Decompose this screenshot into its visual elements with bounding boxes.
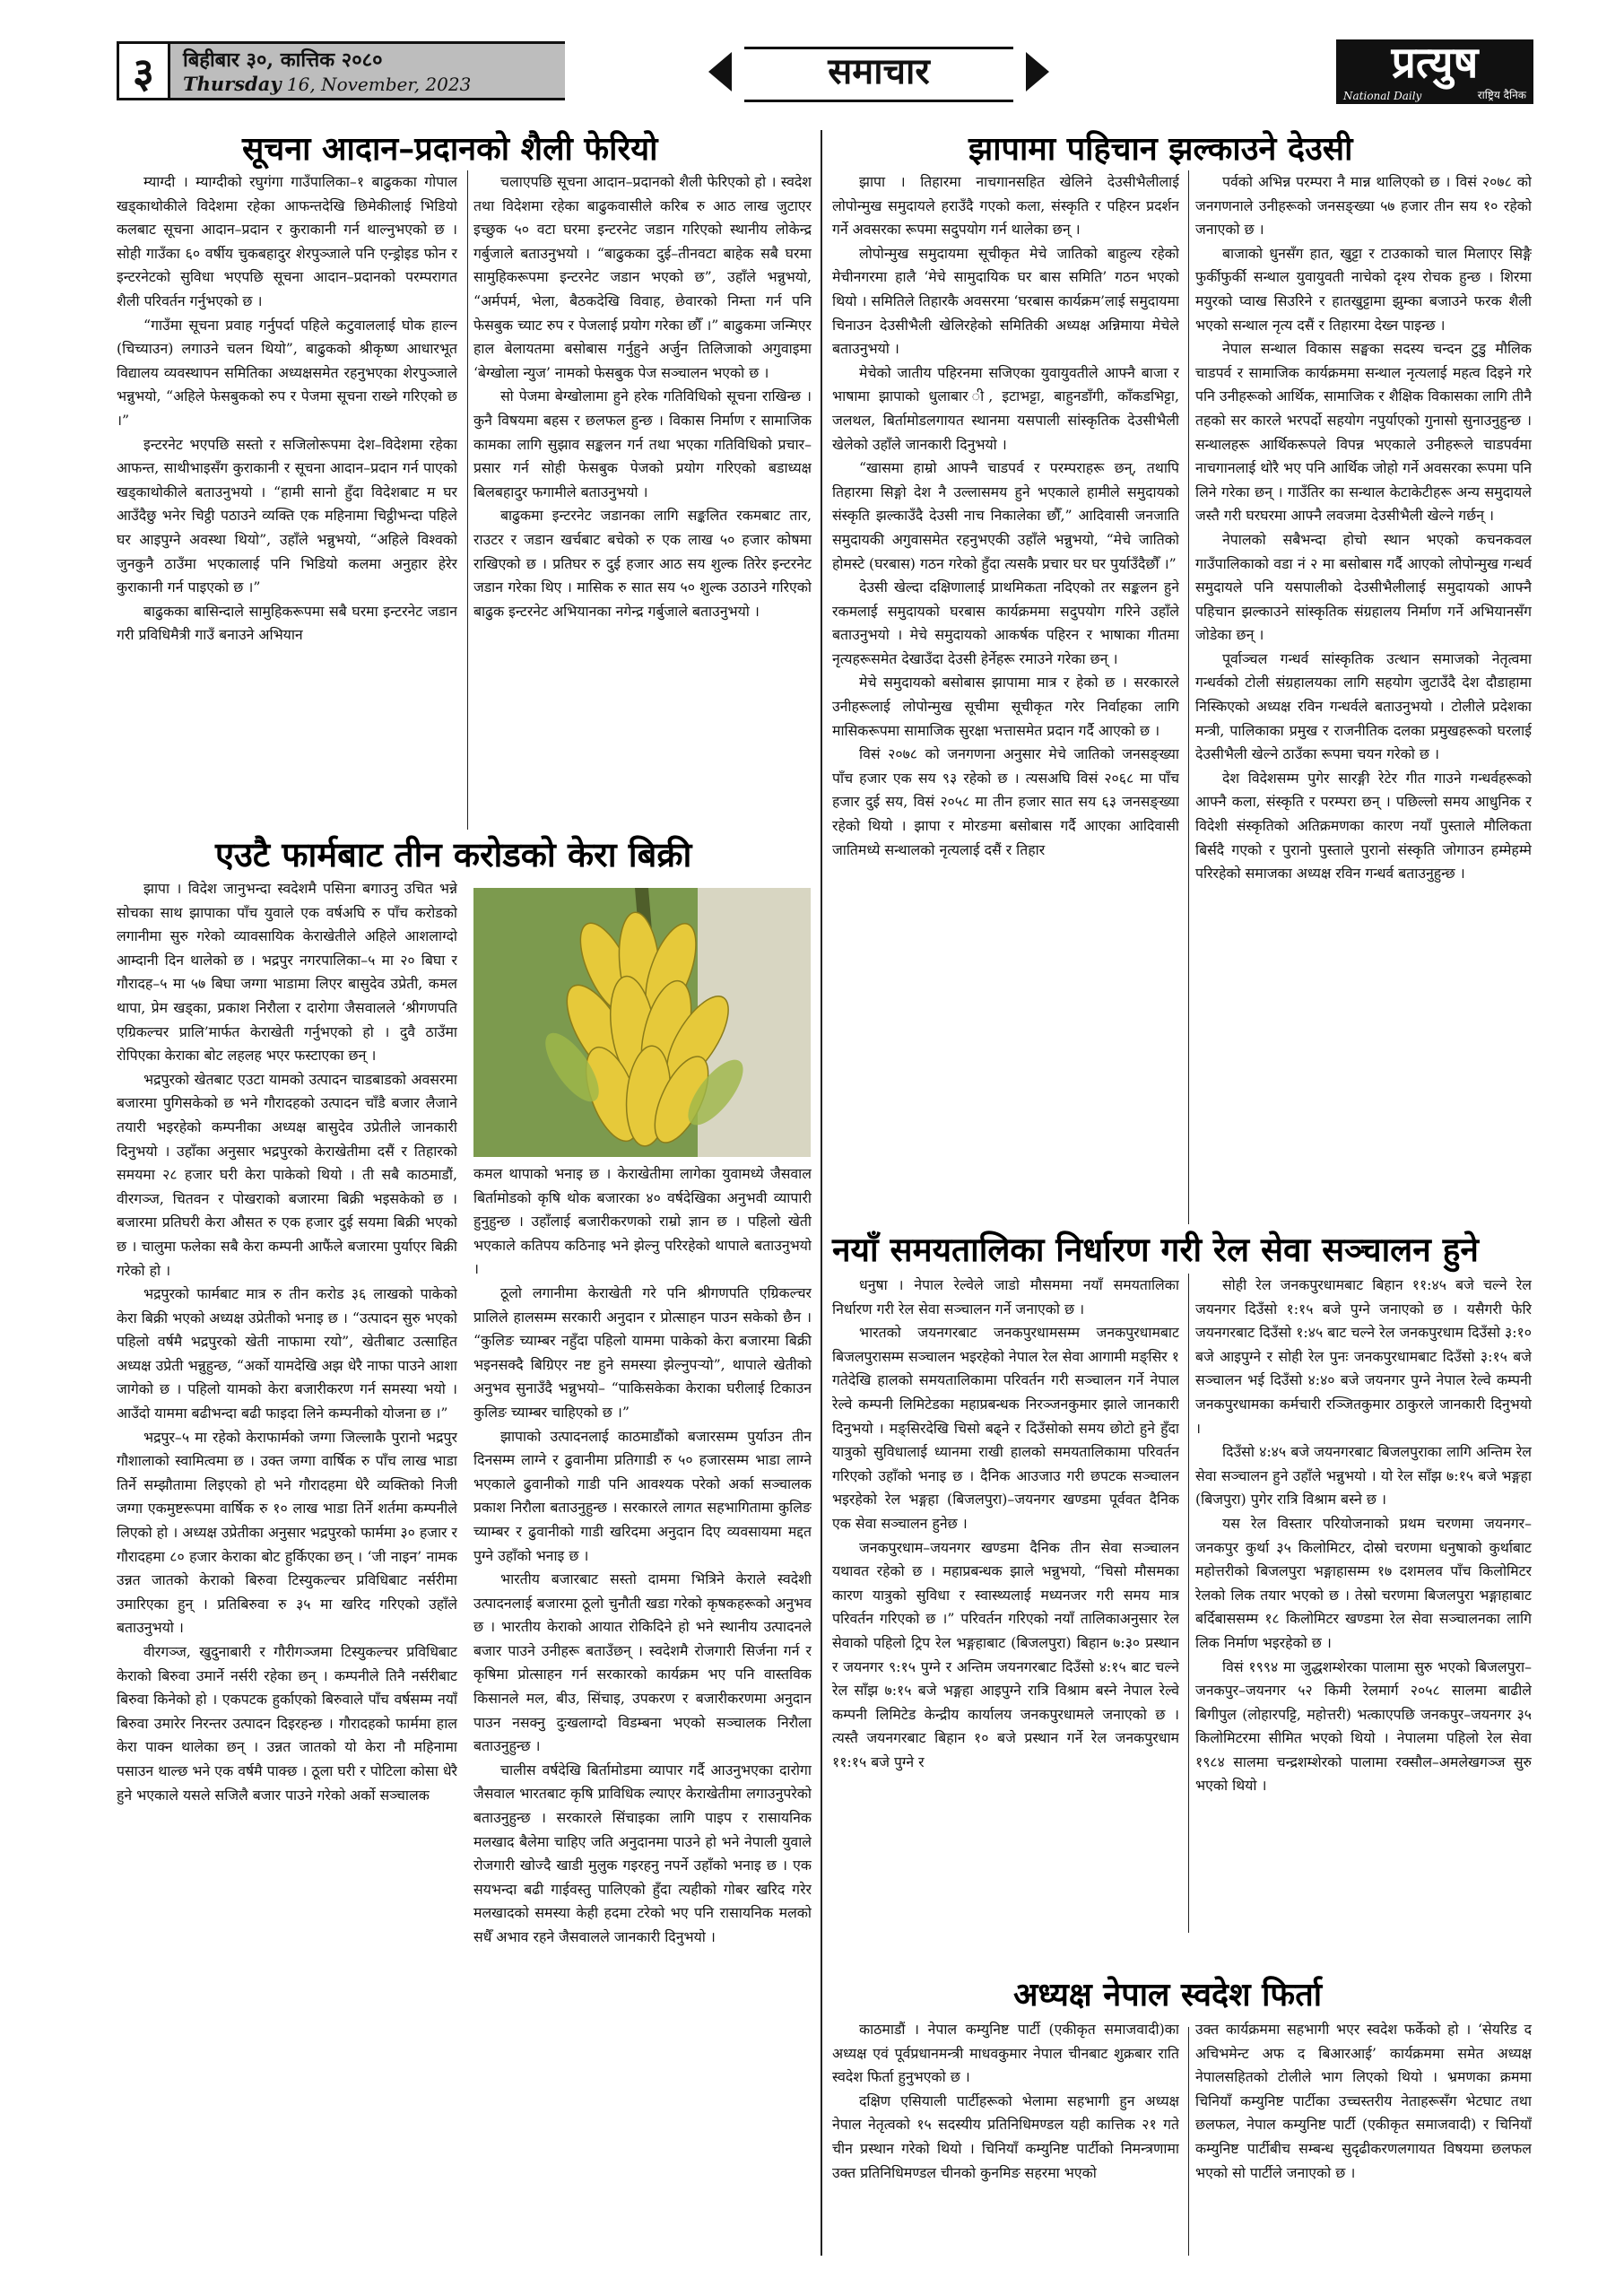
date-english [183,73,565,96]
paragraph: भारतको जयनगरबाट जनकपुरधामसम्म जनकपुरधामबाट बिजलपुरासम्म सञ्चालन भइरहेको नेपाल रेल सेवा आगामी मङ्सिर १ गतेदेखि हालको समयतालिकामा परिवर्तन गरी सञ्चालन गर्ने नेपाल रेल्वे कम्पनी लिमिटेडका महाप्रबन्धक निरञ्जनकुमार झाले जानकारी दिनुभयो । मङ्सिरदेखि चिसो बढ्ने र दिउँसोको समय छोटो हुने हुँदा यात्रुको सुविधालाई ध्यानमा राखी हालको समयतालिकामा परिवर्तन गरिएको उहाँको भनाइ छ । दैनिक आउजाउ गरी छपटक सञ्चालन भइरहेको रेल भङ्गहा (बिजलपुरा)–जयनगर खण्डमा पूर्ववत दैनिक एक सेवा सञ्चालन हुनेछ । [832,1324,1179,1532]
paragraph: ठूलो लगानीमा केराखेती गरे पनि श्रीगणपति एग्रिकल्चर प्रालिले हालसम्म सरकारी अनुदान र प्रोत्साहन पाउन सकेको छैन । “कुलिङ च्याम्बर नहुँदा पहिलो याममा पाकेको केरा बजारमा बिक्री भइनसक्दै बिग्रिएर नष्ट हुने समस्या झेल्नुपर्‍यो”, थापाले खेतीको अनुभव सुनाउँदै भन्नुभयो– “पाकिसकेका केराका घरीलाई टिकाउन कुलिङ च्याम्बर चाहिएको छ ।” [473,1283,812,1421]
arrow-left-icon [708,52,732,91]
paragraph: “गाउँमा सूचना प्रवाह गर्नुपर्दा पहिले कटुवाललाई घोक हाल्न (चिच्याउन) लगाउने चलन थियो”, बाढुकको श्रीकृष्ण आधारभूत विद्यालय व्यवस्थापन समितिका अध्यक्षसमेत रहनुभएका शेरपुञ्जाले भन्नुभयो, “अहिले फेसबुकको रुप र पेजमा सूचना राख्ने गरिएको छ ।” [117,316,457,429]
paragraph: काठमाडौं । नेपाल कम्युनिष्ट पार्टी (एकीकृत समाजवादी)का अध्यक्ष एवं पूर्वप्रधानमन्त्री माधवकुमार नेपाल चीनबाट शुक्रबार राति स्वदेश फिर्ता हुनुभएको छ । [832,2021,1179,2086]
article-a1-col1 [117,170,457,830]
paragraph: मेचे समुदायको बसोबास झापामा मात्र र हेको छ । सरकारले उनीहरूलाई लोपोन्मुख सूचीमा सूचीकृत गरेर निर्वाहका लागि मासिकरूपमा सामाजिक सुरक्षा भत्तासमेत प्रदान गर्दै आएको छ । [832,674,1179,739]
paragraph: नेपाल सन्थाल विकास सङ्घका सदस्य चन्दन टुडु मौलिक चाडपर्व र सामाजिक कार्यक्रममा सन्थाल नृत्यलाई महत्व दिइने गरे पनि उनीहरूको आर्थिक, सामाजिक र शैक्षिक विकासका लागि तीनै तहको सर कारले भरपर्दो सहयोग नपुर्याएको गुनासो सुनाउनुहुन्छ । सन्थालहरू आर्थिकरूपले विपन्न भएकाले उनीहरूले चाडपर्वमा नाचगानलाई थोरै भए पनि आर्थिक जोहो गर्ने अवसरका रूपमा पनि लिने गरेका छन् । गाउँतिर का सन्थाल केटाकेटीहरू अन्य समुदायले जस्तै गरी घरघरमा आफ्नै लवजमा देउसीभैली खेल्ने गर्छन् । [1195,340,1532,525]
column-rule-a3 [1188,170,1189,1224]
paragraph: पूर्वाञ्चल गन्धर्व सांस्कृतिक उत्थान समाजको नेतृत्वमा गन्धर्वको टोली संग्रहालयका लागि सहयोग जुटाउँदै देश दौडाहामा निस्किएको अध्यक्ष रविन गन्धर्वले बताउनुभयो । टोलीले प्रदेशका मन्त्री, पालिकाका प्रमुख र राजनीतिक दलका प्रमुखहरूको घरलाई देउसीभैली खेल्ने ठाउँका रूपमा चयन गरेको छ । [1195,649,1532,763]
section-label [708,47,1049,97]
paragraph: “खासमा हाम्रो आफ्नै चाडपर्व र परम्पराहरू छन्, तथापि तिहारमा सिङ्गो देश नै उल्लासमय हुने भएकाले हामीले समुदायको संस्कृति झल्काउँदै देउसी नाच निकालेका छौँ,” आदिवासी जनजाति समुदायकी अगुवासमेत रहनुभएकी उहाँले भन्नुभयो, “मेचे जातिको होमस्टे (घरबास) गठन गरेको हुँदा त्यसकै प्रचार घर घर पुर्याउँदैछौँ ।” [832,459,1179,572]
article-a4-col2 [1195,1274,1532,1933]
paragraph: धनुषा । नेपाल रेल्वेले जाडो मौसममा नयाँ समयतालिका निर्धारण गरी रेल सेवा सञ्चालन गर्ने जनाएको छ । [832,1276,1179,1318]
paragraph: देश विदेशसम्म पुगेर सारङ्गी रेटेर गीत गाउने गन्धर्वहरूको आफ्नै कला, संस्कृति र परम्परा छन् । पछिल्लो समय आधुनिक र विदेशी संस्कृतिको अतिक्रमणका कारण नयाँ पुस्ताले मौलिकता बिर्सदै गएको र पुरानो पुस्ताले पुरानो संस्कृति जोगाउन हम्मेहम्मे परिरहेको समाजका अध्यक्ष रविन गन्धर्व बताउनुहुन्छ । [1195,769,1532,883]
article-a2-col1 [117,877,457,2258]
paragraph: विसं १९९४ मा जुद्धशम्शेरका पालामा सुरु भएको बिजलपुरा–जनकपुर–जयनगर ५२ किमी रेलमार्ग २०५८ सालमा बाढीले बिगीपुल (लोहारपट्टि, महोत्तरी) भत्काएपछि जनकपुर–जयनगर ३५ किलोमिटरमा सीमित भएको थियो । नेपालमा पहिलो रेल सेवा १९८४ सालमा चन्द्रशम्शेरको पालामा रक्सौल–अमलेखगञ्ज सुरु भएको थियो । [1195,1657,1532,1795]
paragraph: विसं २०७८ को जनगणना अनुसार मेचे जातिको जनसङ्ख्या पाँच हजार एक सय ९३ रहेको छ । त्यसअघि विसं २०६८ मा पाँच हजार दुई सय, विसं २०५८ मा तीन हजार सात सय ६३ जनसङ्ख्या रहेको थियो । झापा र मोरङमा बसोबास गर्दै आएका आदिवासी जातिमध्ये सन्थालको नृत्यलाई दसैं र तिहार [832,745,1179,858]
paragraph: जनकपुरधाम–जयनगर खण्डमा दैनिक तीन सेवा सञ्चालन यथावत रहेको छ । महाप्रबन्धक झाले भन्नुभयो, “चिसो मौसमका कारण यात्रुको सुविधा र स्वास्थ्यलाई मध्यनजर गरी समय मात्र परिवर्तन गरिएको छ ।” परिवर्तन गरिएको नयाँ तालिकाअनुसार रेल सेवाको पहिलो ट्रिप रेल भङ्गहाबाट (बिजलपुरा) बिहान ७:३० प्रस्थान र जयनगर ९:१५ पुग्ने र अन्तिम जयनगरबाट दिउँसो ४:१५ बाट चल्ने रेल साँझ ७:१५ बजे भङ्गहा आइपुग्ने रात्रि विश्राम बस्ने नेपाल रेल्वे कम्पनी लिमिटेड केन्द्रीय कार्यालय जनकपुरधामले जनाएको छ । त्यस्तै जयनगरबाट बिहान १० बजे प्रस्थान गर्ने रेल जनकपुरधाम ११:१५ बजे पुग्ने र [832,1538,1179,1770]
article-a3-col2 [1195,170,1532,1224]
article-a4-col1 [832,1274,1179,1933]
paragraph: लोपोन्मुख समुदायमा सूचीकृत मेचे जातिको बाहुल्य रहेको मेचीनगरमा हालै ‘मेचे सामुदायिक घर बास समिति’ गठन भएको थियो । समितिले तिहारकै अवसरमा ‘घरबास कार्यक्रम’लाई समुदायमा चिनाउन देउसीभैली खेलिरहेको समितिकी अध्यक्ष अन्निमाया मेचेले बताउनुभयो । [832,244,1179,358]
column-rule-left [821,130,822,2256]
paragraph: चलाएपछि सूचना आदान–प्रदानको शैली फेरिएको हो । स्वदेश तथा विदेशमा रहेका बाढुकवासीले करिब रु आठ लाख जुटाएर इच्छुक ५० वटा घरमा इन्टरनेट जडान गरिएको स्थानीय लोकेन्द्र गर्बुजाले बताउनुभयो । “बाढुकका दुई–तीनवटा बाहेक सबै घरमा सामुहिकरूपमा इन्टरनेट जडान भएको छ”, उहाँले भन्नुभयो, “अर्मपर्म, भेला, बैठकदेखि विवाह, छेवारको निम्ता गर्न पनि फेसबुक च्याट रुप र पेजलाई प्रयोग गरेका छौँ ।” बाढुकमा जन्मिएर हाल बेलायतमा बसोबास गर्नुहुने अर्जुन तिलिजाको अगुवाइमा ‘बेग्खोला न्युज’ नामको फेसबुक पेज सञ्चालन भएको छ । [473,173,812,381]
paragraph: उक्त कार्यक्रममा सहभागी भएर स्वदेश फर्केको हो । ‘सेयरिड द अचिभमेन्ट अफ द बिआरआई’ कार्यक्रममा समेत अध्यक्ष नेपालसहितको टोलीले भाग लिएको थियो । भ्रमणका क्रममा चिनियाँ कम्युनिष्ट पार्टीका उच्चस्तरीय नेताहरूसँग भेटघाट तथा छलफल, नेपाल कम्युनिष्ट पार्टी (एकीकृत समाजवादी) र चिनियाँ कम्युनिष्ट पार्टीबीच सम्बन्ध सुदृढीकरणलगायत विषयमा छलफल भएको सो पार्टीले जनाएको छ । [1195,2021,1532,2181]
article-a1-col2 [473,170,812,830]
date-nepali: बिहीबार ३०, कात्तिक २०८० [183,48,383,72]
paragraph: इन्टरनेट भएपछि सस्तो र सजिलोरूपमा देश–विदेशमा रहेका आफन्त, साथीभाइसँग कुराकानी र सूचना आदान–प्रदान गर्न पाएको खड्काथोकीले बताउनुभयो । “हामी सानो हुँदा विदेशबाट म घर आउँदैछु भनेर चिट्ठी पठाउने व्यक्ति एक महिनामा चिट्ठीभन्दा पहिले घर आइपुग्ने अवस्था थियो”, उहाँले भन्नुभयो, “अहिले विश्वको जुनकुनै ठाउँमा भएकालाई पनि भिडियो कलमा अनुहार हेरेर कुराकानी गर्न पाइएको छ ।” [117,435,457,596]
headline-a4: नयाँ समयतालिका निर्धारण गरी रेल सेवा सञ्चालन हुने [832,1230,1479,1269]
headline-a1: सूचना आदान–प्रदानको शैली फेरियो [242,130,658,168]
article-a5-col1 [832,2018,1179,2260]
paragraph: भारतीय बजारबाट सस्तो दाममा भित्रिने केराले स्वदेशी उत्पादनलाई बजारमा ठूलो चुनौती खडा गरेको कृषकहरूको अनुभव छ । भारतीय केराको आयात रोकिदिने हो भने स्थानीय उत्पादनले बजार पाउने उनीहरू बताउँछन् । स्वदेशमै रोजगारी सिर्जना गर्न र कृषिमा प्रोत्साहन गर्न सरकारको कार्यक्रम भए पनि वास्तविक किसानले मल, बीउ, सिंचाइ, उपकरण र बजारीकरणमा अनुदान पाउन नसक्नु दुःखलाग्दो विडम्बना भएको सञ्चालक निरौला बताउनुहुन्छ । [473,1570,812,1755]
date-box [170,41,565,100]
column-rule-a1 [467,170,468,830]
paragraph: दक्षिण एसियाली पार्टीहरूको भेलामा सहभागी हुन अध्यक्ष नेपाल नेतृत्वको १५ सदस्यीय प्रतिनिधिमण्डल यही कात्तिक २१ गते चीन प्रस्थान गरेको थियो । चिनियाँ कम्युनिष्ट पार्टीको निमन्त्रणामा उक्त प्रतिनिधिमण्डल चीनको कुनमिङ सहरमा भएको [832,2092,1179,2181]
paragraph: यस रेल विस्तार परियोजनाको प्रथम चरणमा जयनगर–जनकपुर कुर्था ३५ किलोमिटर, दोस्रो चरणमा धनुषाको कुर्थाबाट महोत्तरीको बिजलपुरा भङ्गाहासम्म १७ दशमलव पाँच किलोमिटर रेलको लिक तयार भएको छ । तेस्रो चरणमा बिजलपुरा भङ्गाहाबाट बर्दिबाससम्म १८ किलोमिटर खण्डमा रेल सेवा सञ्चालनका लागि लिक निर्माण भइरहेको छ । [1195,1514,1532,1651]
banana-bunch-icon [473,888,811,1157]
paragraph: बाढुकका बासिन्दाले सामुहिकरूपमा सबै घरमा इन्टरनेट जडान गरी प्रविधिमैत्री गाउँ बनाउने अभियान [117,602,457,644]
weekday-en: Thursday [183,73,282,95]
paragraph: दिउँसो ४:४५ बजे जयनगरबाट बिजलपुराका लागि अन्तिम रेल सेवा सञ्चालन हुने उहाँले भन्नुभयो । यो रेल साँझ ७:१५ बजे भङ्गहा (बिजपुरा) पुगेर रात्रि विश्राम बस्ने छ । [1195,1443,1532,1509]
paragraph: चालीस वर्षदेखि बिर्तामोडमा व्यापार गर्दै आउनुभएका दारोगा जैसवाल भारतबाट कृषि प्राविधिक ल्याएर केराखेतीमा लगाउनुपरेको बताउनुहुन्छ । सरकारले सिंचाइका लागि पाइप र रासायनिक मलखाद बैलेमा चाहिए जति अनुदानमा पाउने हो भने नेपाली युवाले रोजगारी खोज्दै खाडी मुलुक गइरहनु नपर्ने उहाँको भनाइ छ । एक सयभन्दा बढी गाईवस्तु पालिएको हुँदा त्यहीको गोबर खरिद गरेर मलखादको समस्या केही हदमा टरेको भए पनि रासायनिक मलको सधैँ अभाव रहने जैसवालले जानकारी दिनुभयो । [473,1761,812,1945]
paragraph: बाजाको धुनसँग हात, खुट्टा र टाउकाको चाल मिलाएर सिङ्गै फुर्कीफुर्की सन्थाल युवायुवती नाचेको दृश्य रोचक हुन्छ । शिरमा मयुरको प्वाख सिउरिने र हातखुट्टामा झुम्का बजाउने फरक शैली भएको सन्थाल नृत्य दसैं र तिहारमा देख्न पाइन्छ । [1195,244,1532,334]
paragraph: देउसी खेल्दा दक्षिणालाई प्राथमिकता नदिएको तर सङ्कलन हुने रकमलाई समुदायको घरबास कार्यक्रममा सदुपयोग गरिने उहाँले बताउनुभयो । मेचे समुदायको आकर्षक पहिरन र भाषाका गीतमा नृत्यहरूसमेत देखाउँदा देउसी हेर्नेहरू रमाउने गरेका छन् । [832,578,1179,667]
headline-a2: एउटै फार्मबाट तीन करोडको केरा बिक्री [215,834,692,874]
headline-a3: झापामा पहिचान झल्काउने देउसी [968,130,1353,168]
paragraph: झापा । विदेश जानुभन्दा स्वदेशमै पसिना बगाउनु उचित भन्ने सोचका साथ झापाका पाँच युवाले एक वर्षअघि रु पाँच करोडको लगानीमा सुरु गरेको व्यावसायिक केराखेतीले अहिले आशलाग्दो आम्दानी दिन थालेको छ । भद्रपुर नगरपालिका–५ मा २० बिघा र गौरादह–५ मा ५७ बिघा जग्गा भाडामा लिएर बासुदेव उप्रेती, कमल थापा, प्रेम खड्का, प्रकाश निरौला र दारोगा जैसवालले ‘श्रीगणपति एग्रिकल्चर प्रालि’मार्फत केराखेती गर्नुभएको हो । दुवै ठाउँमा रोपिएका केराका बोट लहलह भएर फस्टाएका छन् । [117,880,457,1065]
paragraph: बाढुकमा इन्टरनेट जडानका लागि सङ्कलित रकमबाट तार, राउटर र जडान खर्चबाट बचेको रु एक लाख ५० हजार कोषमा राखिएको छ । प्रतिघर रु दुई हजार आठ सय शुल्क तिरेर इन्टरनेट जडान गरेका थिए । मासिक रु सात सय ५० शुल्क उठाउने गरिएको बाढुक इन्टरनेट अभियानका नगेन्द्र गर्बुजाले बताउनुभयो । [473,507,812,620]
paragraph: कमल थापाको भनाइ छ । केराखेतीमा लागेका युवामध्ये जैसवाल बिर्तामोडको कृषि थोक बजारका ४० वर्षदेखिका अनुभवी व्यापारी हुनुहुन्छ । उहाँलाई बजारीकरणको राम्रो ज्ञान छ । पहिलो खेती भएकाले कतिपय कठिनाइ भने झेल्नु परिरहेको थापाले बताउनुभयो । [473,1165,812,1278]
newspaper-logo [1336,39,1533,104]
paragraph: झापा । तिहारमा नाचगानसहित खेलिने देउसीभैलीलाई लोपोन्मुख समुदायले हराउँदै गएको कला, संस्कृति र पहिरन प्रदर्शन गर्ने अवसरका रूपमा सदुपयोग गर्न थालेका छन् । [832,173,1179,239]
paragraph: भद्रपुरको फार्मबाट मात्र रु तीन करोड ३६ लाखको पाकेको केरा बिक्री भएको अध्यक्ष उप्रेतीको भनाइ छ । “उत्पादन सुरु भएको पहिलो वर्षमै भद्रपुरको खेती नाफामा रयो”, खेतीबाट उत्साहित अध्यक्ष उप्रेती भन्नुहुन्छ, “अर्को यामदेखि अझ धेरै नाफा पाउने आशा जागेको छ । पहिलो यामको केरा बजारीकरण गर्न समस्या भयो । आउँदो याममा बढीभन्दा बढी फाइदा लिने कम्पनीको योजना छ ।” [117,1285,457,1422]
paragraph: सो पेजमा बेग्खोलामा हुने हरेक गतिविधिको सूचना राखिन्छ । कुनै विषयमा बहस र छलफल हुन्छ । विकास निर्माण र सामाजिक कामका लागि सुझाव सङ्कलन गर्न तथा भएका गतिविधिको प्रचार–प्रसार गर्न सोही फेसबुक पेजको प्रयोग गरिएको बडाध्यक्ष बिलबहादुर फगामीले बताउनुभयो । [473,387,812,500]
arrow-right-icon [1026,52,1049,91]
masthead [117,38,1533,104]
article-a5-col2 [1195,2018,1532,2260]
banana-photo [473,888,811,1157]
paragraph: वीरगञ्ज, खुदुनाबारी र गौरीगञ्जमा टिस्युकल्चर प्रविधिबाट केराको बिरुवा उमार्ने नर्सरी रहेका छन् । कम्पनीले तिनै नर्सरीबाट बिरुवा किनेको हो । एकपटक हुर्काएको बिरुवाले पाँच वर्षसम्म नयाँ बिरुवा उमारेर निरन्तर उत्पादन दिइरहन्छ । गौरादहको फार्ममा हाल केरा पाक्न थालेका छन् । उन्नत जातको यो केरा नौ महिनामा पसाउन थाल्छ भने एक वर्षमै पाक्छ । ठूला घरी र पोटिला कोसा धेरै हुने भएकाले यसले सजिलै बजार पाउने गरेको अर्को सञ्चालक [117,1643,457,1804]
column-rule-a4 [1188,1274,1189,1933]
logo-text: प्रत्युष [1391,38,1479,88]
paragraph: म्याग्दी । म्याग्दीको रघुगंगा गाउँपालिका–१ बाढुकका गोपाल खड्काथोकीले विदेशमा रहेका आफन्तदेखि छिमेकीलाई भिडियो कलबाट सूचना आदान–प्रदान र कुराकानी गर्न थाल्नुभएको छ । सोही गाउँका ६० वर्षीय चुकबहादुर शेरपुञ्जाले पनि एन्ड्रोइड फोन र इन्टरनेटको सुविधा भएपछि सूचना आदान–प्रदानको परम्परागत शैली परिवर्तन गर्नुभएको छ । [117,173,457,309]
section-title: समाचार [828,50,930,92]
page-number: ३ [117,41,170,100]
headline-a5: अध्यक्ष नेपाल स्वदेश फिर्ता [1013,1976,1323,2013]
date-en: 16, November, 2023 [286,74,472,95]
article-a3-col1 [832,170,1179,1224]
logo-sub-en: National Daily [1343,90,1422,102]
article-a2-col2 [473,1162,812,2258]
paragraph: पर्वको अभिन्न परम्परा नै मान्न थालिएको छ । विसं २०७८ को जनगणनाले उनीहरूको जनसङ्ख्या ५७ हजार तीन सय १० रहेको जनाएको छ । [1195,173,1532,239]
logo-sub-np: राष्ट्रिय दैनिक [1477,89,1526,101]
paragraph: मेचेको जातीय पहिरनमा सजिएका युवायुवतीले आफ्नै बाजा र भाषामा झापाको धुलाबार ी, इटाभट्टा, बाहुनडाँगी, काँकडभिट्टा, जलथल, बिर्तामोडलगायत स्थानमा यसपाली सांस्कृतिक देउसीभैली खेलेको उहाँले जानकारी दिनुभयो । [832,363,1179,453]
column-rule-a5 [1188,2027,1189,2256]
paragraph: झापाको उत्पादनलाई काठमाडौंको बजारसम्म पुर्याउन तीन दिनसम्म लाग्ने र ढुवानीमा प्रतिगाडी रु ५० हजारसम्म भाडा लाग्ने भएकाले ढुवानीको गाडी पनि आवश्यक परेको अर्का सञ्चालक प्रकाश निरौला बताउनुहुन्छ । सरकारले लागत सहभागितामा कुलिङ च्याम्बर र ढुवानीको गाडी खरिदमा अनुदान दिए व्यवसायमा मद्दत पुग्ने उहाँको भनाइ छ । [473,1427,812,1564]
paragraph: नेपालको सबैभन्दा होचो स्थान भएको कचनकवल गाउँपालिकाको वडा नं २ मा बसोबास गर्दै आएको लोपोन्मुख गन्धर्व समुदायले पनि यसपालीको देउसीभैलीलाई समुदायको आफ्नै पहिचान झल्काउने सांस्कृतिक संग्रहालय निर्माण गर्ने अभियानसँग जोडेका छन् । [1195,530,1532,644]
paragraph: भद्रपुर–५ मा रहेको केराफार्मको जग्गा जिल्लाकै पुरानो भद्रपुर गौशालाको स्वामित्वमा छ । उक्त जग्गा वार्षिक रु पाँच लाख भाडा तिर्ने सम्झौतामा लिइएको हो भने गौरादहमा धेरै व्यक्तिको निजी जग्गा एकमुष्टरूपमा वार्षिक रु १० लाख भाडा तिर्ने शर्तमा कम्पनीले लिएको हो । अध्यक्ष उप्रेतीका अनुसार भद्रपुरको फार्ममा ३० हजार र गौरादहमा ८० हजार केराका बोट हुर्किएका छन् । ‘जी नाइन’ नामक उन्नत जातको केराको बिरुवा टिस्युकल्चर प्रविधिबाट नर्सरीमा उमारिएका हुन् । प्रतिबिरुवा रु ३५ मा खरिद गरिएको उहाँले बताउनुभयो । [117,1428,457,1637]
paragraph: सोही रेल जनकपुरधामबाट बिहान ११:४५ बजे चल्ने रेल जयनगर दिउँसो १:१५ बजे पुग्ने जनाएको छ । यसैगरी फेरि जयनगरबाट दिउँसो १:४५ बाट चल्ने रेल जनकपुरधाम दिउँसो ३:१० बजे आइपुग्ने र सोही रेल पुनः जनकपुरधामबाट दिउँसो ३:१५ बजे सञ्चालन भई दिउँसो ४:४० बजे जयनगर पुग्ने नेपाल रेल्वे कम्पनी जनकपुरधामका कर्मचारी रञ्जितकुमार ठाकुरले जानकारी दिनुभयो । [1195,1276,1532,1437]
paragraph: भद्रपुरको खेतबाट एउटा यामको उत्पादन चाडबाडको अवसरमा बजारमा पुगिसकेको छ भने गौरादहको उत्पादन चाँडै बजार लैजाने तयारी भइरहेको कम्पनीका अध्यक्ष बासुदेव उप्रेतीले जानकारी दिनुभयो । उहाँका अनुसार भद्रपुरको केराखेतीमा दसैं र तिहारको समयमा २८ हजार घरी केरा पाकेको थियो । ती सबै काठमाडौं, वीरगञ्ज, चितवन र पोखराको बजारमा बिक्री भइसकेको छ । बजारमा प्रतिघरी केरा औसत रु एक हजार दुई सयमा बिक्री भएको छ । चालुमा फलेका सबै केरा कम्पनी आफैंले बजारमा पुर्याएर बिक्री गरेको हो । [117,1070,457,1279]
